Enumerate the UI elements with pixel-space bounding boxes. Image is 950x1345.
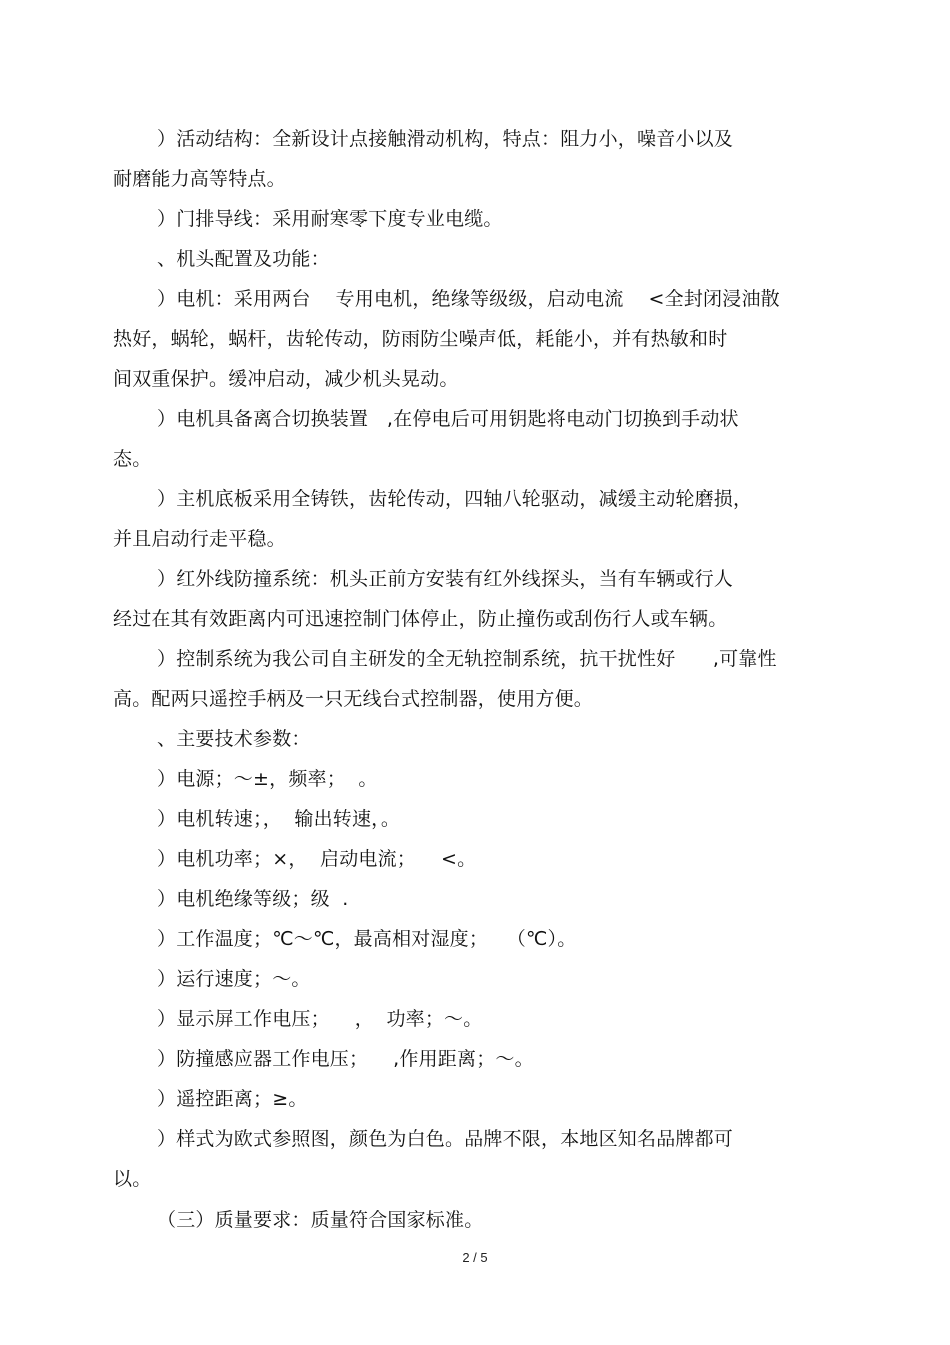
param-line: ）工作温度；℃～℃，最高相对湿度； （℃）。 [157,928,577,950]
text-line: 以。 [113,1168,152,1190]
section-heading: （三）质量要求：质量符合国家标准。 [157,1209,484,1231]
text-line: 态。 [113,448,152,470]
param-line: ）电机绝缘等级；级 . [157,888,349,910]
param-line: ）防撞感应器工作电压； ,作用距离；～。 [157,1048,534,1070]
text-line: ）门排导线：采用耐寒零下度专业电缆。 [157,208,503,230]
text-line: 热好，蜗轮，蜗杆，齿轮传动，防雨防尘噪声低，耗能小，并有热敏和时 [113,328,728,350]
page-number: 2 / 5 [462,1250,488,1265]
param-line: ）电源；～±，频率； 。 [157,768,378,790]
text-line: 耐磨能力高等特点。 [113,168,286,190]
text-line: ）主机底板采用全铸铁，齿轮传动，四轴八轮驱动，减缓主动轮磨损， [157,488,753,510]
text-line: 、机头配置及功能： [157,248,330,270]
text-line: 间双重保护。缓冲启动，减少机头晃动。 [113,368,459,390]
text-line: 并且启动行走平稳。 [113,528,286,550]
param-line: ）电机功率；×， 启动电流； <。 [157,848,477,870]
text-line: ）样式为欧式参照图，颜色为白色。品牌不限，本地区知名品牌都可 [157,1128,734,1150]
param-line: ）显示屏工作电压； ， 功率；～。 [157,1008,483,1030]
text-line: 高。配两只遥控手柄及一只无线台式控制器，使用方便。 [113,688,594,710]
text-line: ）红外线防撞系统：机头正前方安装有红外线探头，当有车辆或行人 [157,568,734,590]
text-line: ）电机具备离合切换装置 ,在停电后可用钥匙将电动门切换到手动状 [157,408,739,430]
param-line: ）遥控距离；≥。 [157,1088,308,1110]
param-line: ）运行速度；～。 [157,968,311,990]
text-line: ）控制系统为我公司自主研发的全无轨控制系统，抗干扰性好 ,可靠性 [157,648,777,670]
section-heading: 、主要技术参数： [157,728,311,750]
text-line: ）电机：采用两台 专用电机，绝缘等级级，启动电流 <全封闭浸油散 [157,288,780,310]
text-line: 经过在其有效距离内可迅速控制门体停止，防止撞伤或刮伤行人或车辆。 [113,608,728,630]
text-line: ）活动结构：全新设计点接触滑动机构，特点：阻力小，噪音小以及 [157,128,734,150]
param-line: ）电机转速；， 输出转速，。 [157,808,401,830]
